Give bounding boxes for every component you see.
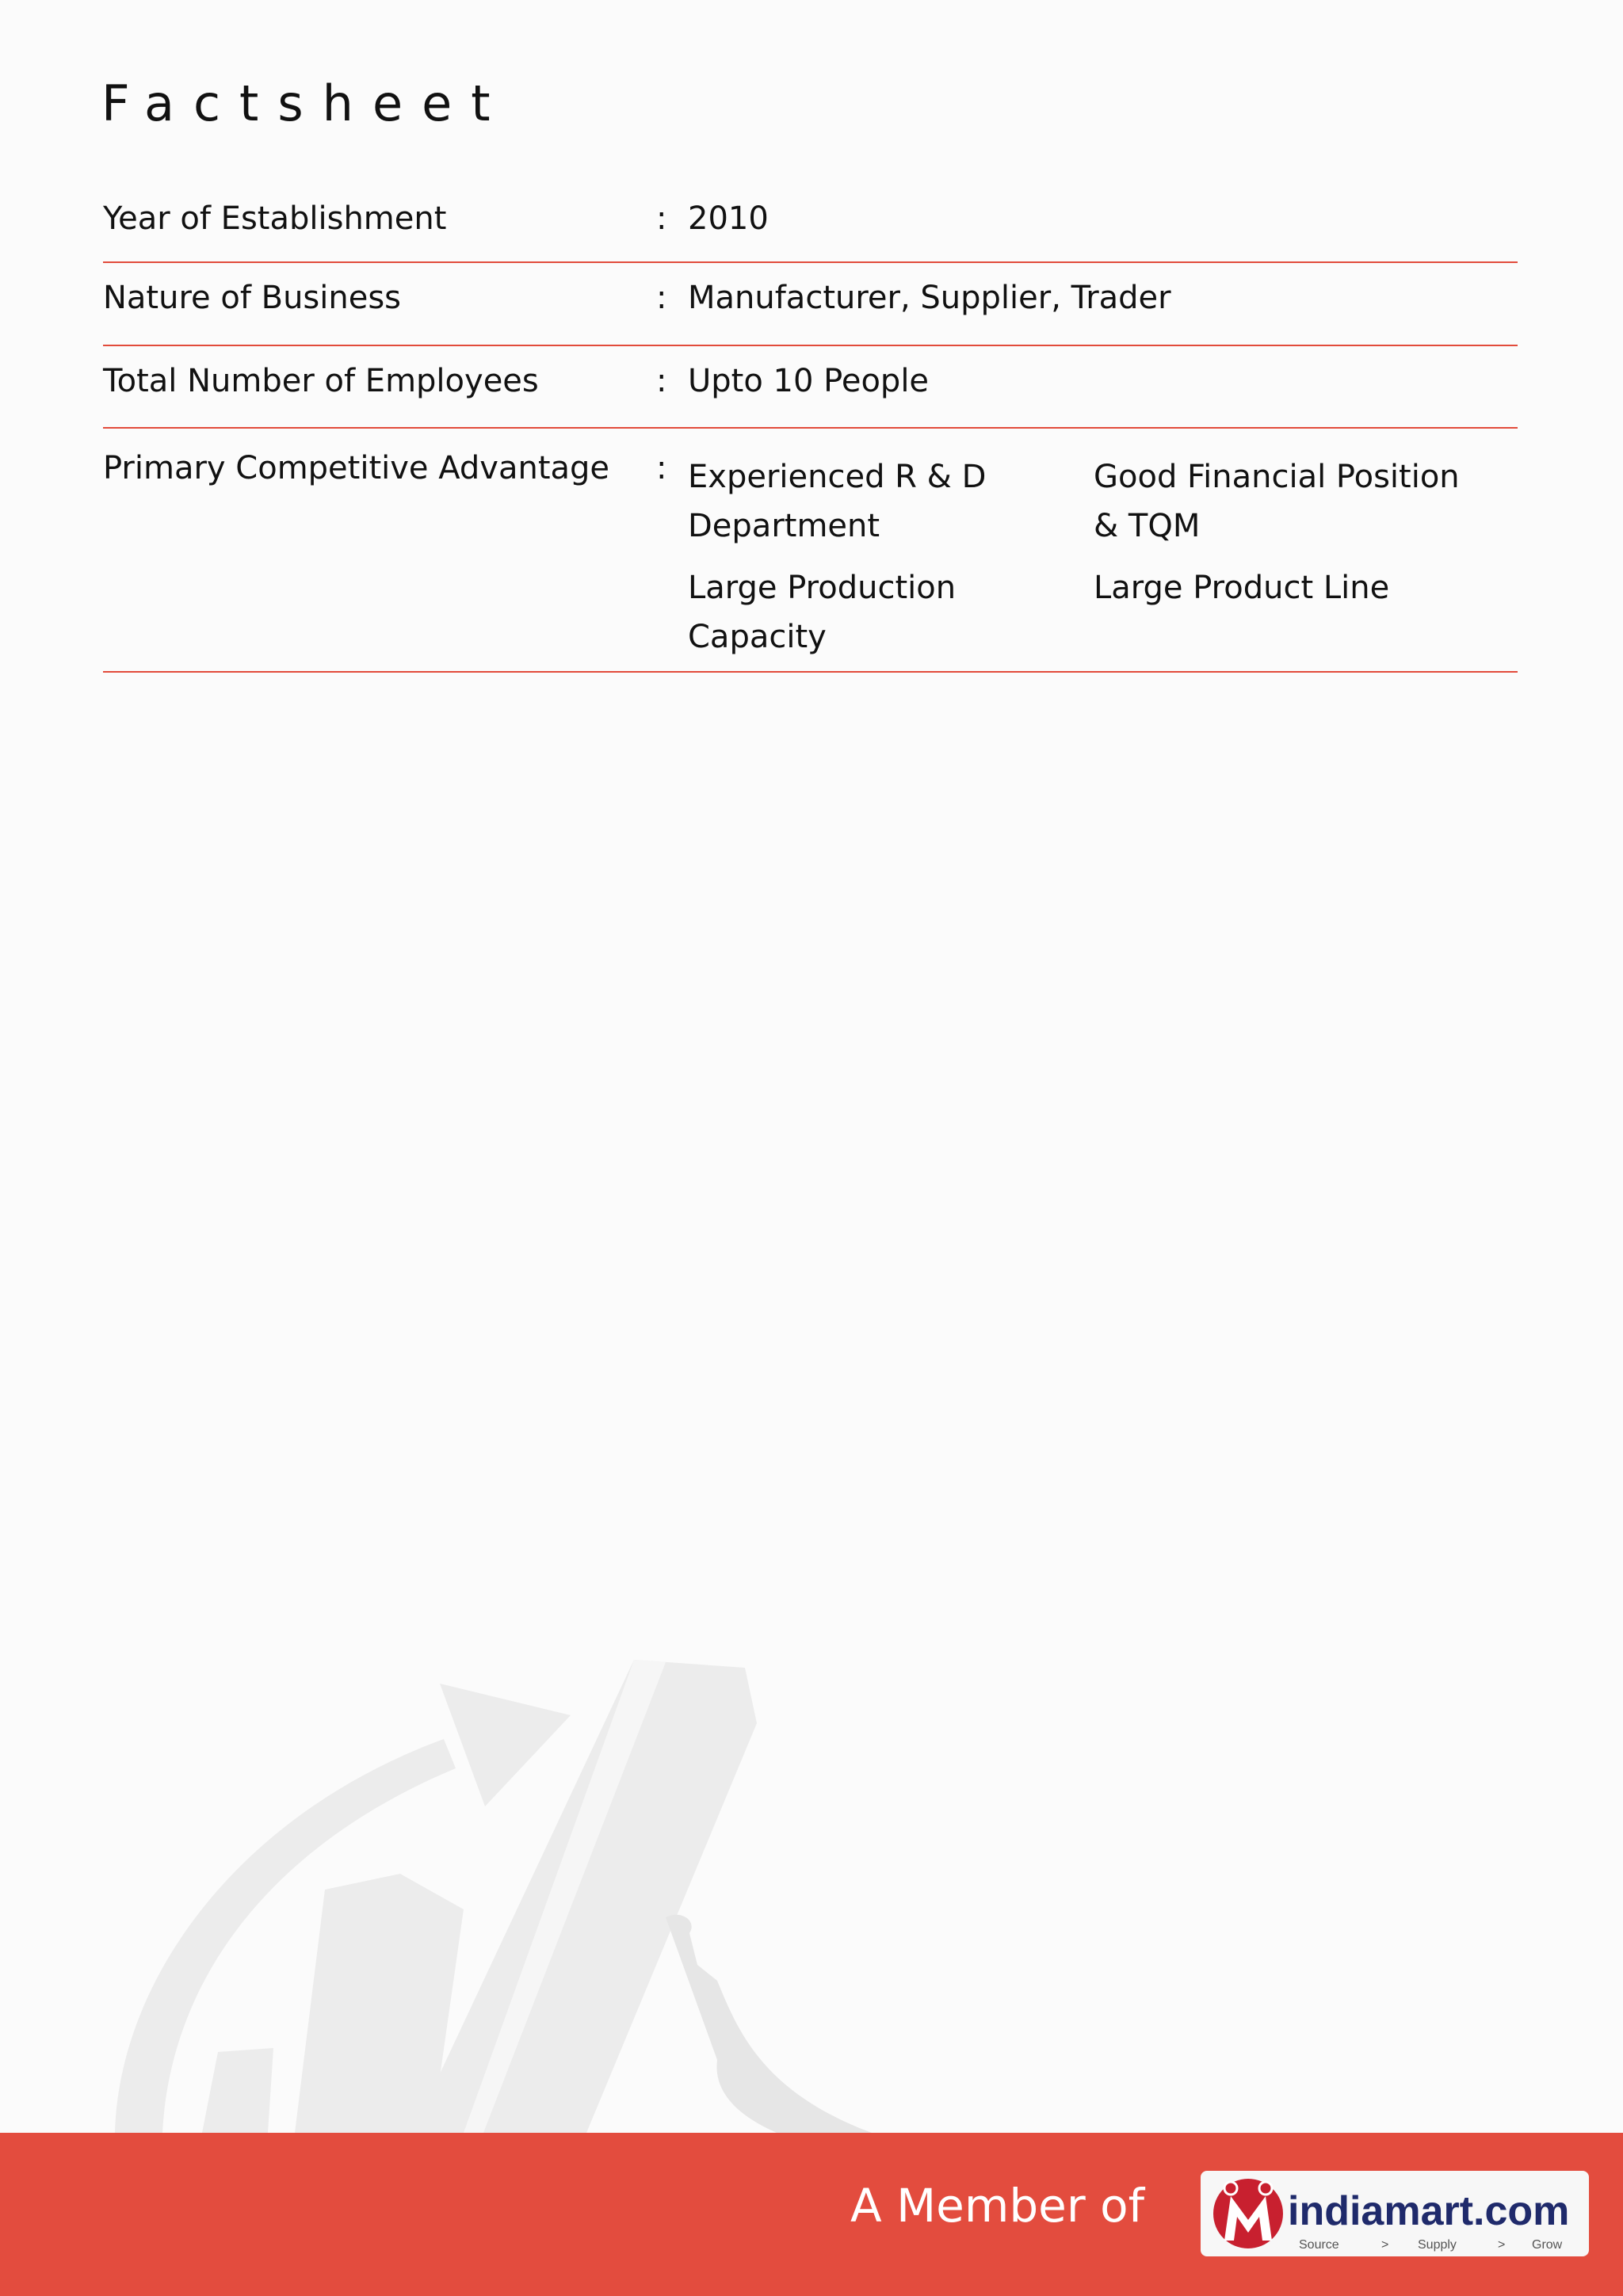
footer-bar xyxy=(0,2133,1623,2296)
page-title: Factsheet xyxy=(101,74,510,132)
fact-label: Total Number of Employees xyxy=(103,363,539,399)
arrow-head-shape xyxy=(440,1684,571,1806)
advantage-list xyxy=(688,452,1504,662)
advantage-item: Good Financial Position & TQM xyxy=(1094,459,1460,544)
indiamart-logo[interactable] xyxy=(1201,2171,1589,2256)
bar-small-shape xyxy=(202,2048,273,2133)
advantage-item: Large Production Capacity xyxy=(688,570,957,655)
separator: : xyxy=(656,450,667,486)
advantage-item: Experienced R & D Department xyxy=(688,459,987,544)
separator: : xyxy=(656,280,667,316)
separator: : xyxy=(656,200,667,237)
fact-row-nature xyxy=(103,263,1518,346)
logo-tagline-sep: > xyxy=(1498,2238,1506,2252)
fact-row-year xyxy=(103,184,1518,263)
logo-tagline-sep: > xyxy=(1381,2238,1389,2252)
member-of-text: A Member of xyxy=(850,2179,1145,2233)
indiamart-logo-icon xyxy=(1201,2171,1589,2256)
fact-value: Upto 10 People xyxy=(688,363,930,399)
factsheet-table xyxy=(103,184,1518,673)
fact-value: Manufacturer, Supplier, Trader xyxy=(688,280,1171,316)
logo-tagline-grow: Grow xyxy=(1532,2238,1563,2252)
growth-chart-watermark xyxy=(0,1648,951,2133)
fact-label: Primary Competitive Advantage xyxy=(103,450,610,486)
advantage-item: Large Product Line xyxy=(1094,570,1390,606)
logo-tagline-source: Source xyxy=(1299,2238,1339,2252)
logo-wordmark: indiamart.com xyxy=(1288,2188,1570,2234)
logo-dot-right xyxy=(1259,2182,1272,2195)
fact-label: Year of Establishment xyxy=(103,200,447,237)
fact-value: 2010 xyxy=(688,200,769,237)
fact-label: Nature of Business xyxy=(103,280,402,316)
logo-dot-left xyxy=(1224,2182,1237,2195)
fact-row-advantage xyxy=(103,429,1518,673)
fact-row-employees xyxy=(103,346,1518,429)
figure-shape xyxy=(666,1915,872,2133)
separator: : xyxy=(656,363,667,399)
logo-tagline-supply: Supply xyxy=(1418,2238,1457,2252)
